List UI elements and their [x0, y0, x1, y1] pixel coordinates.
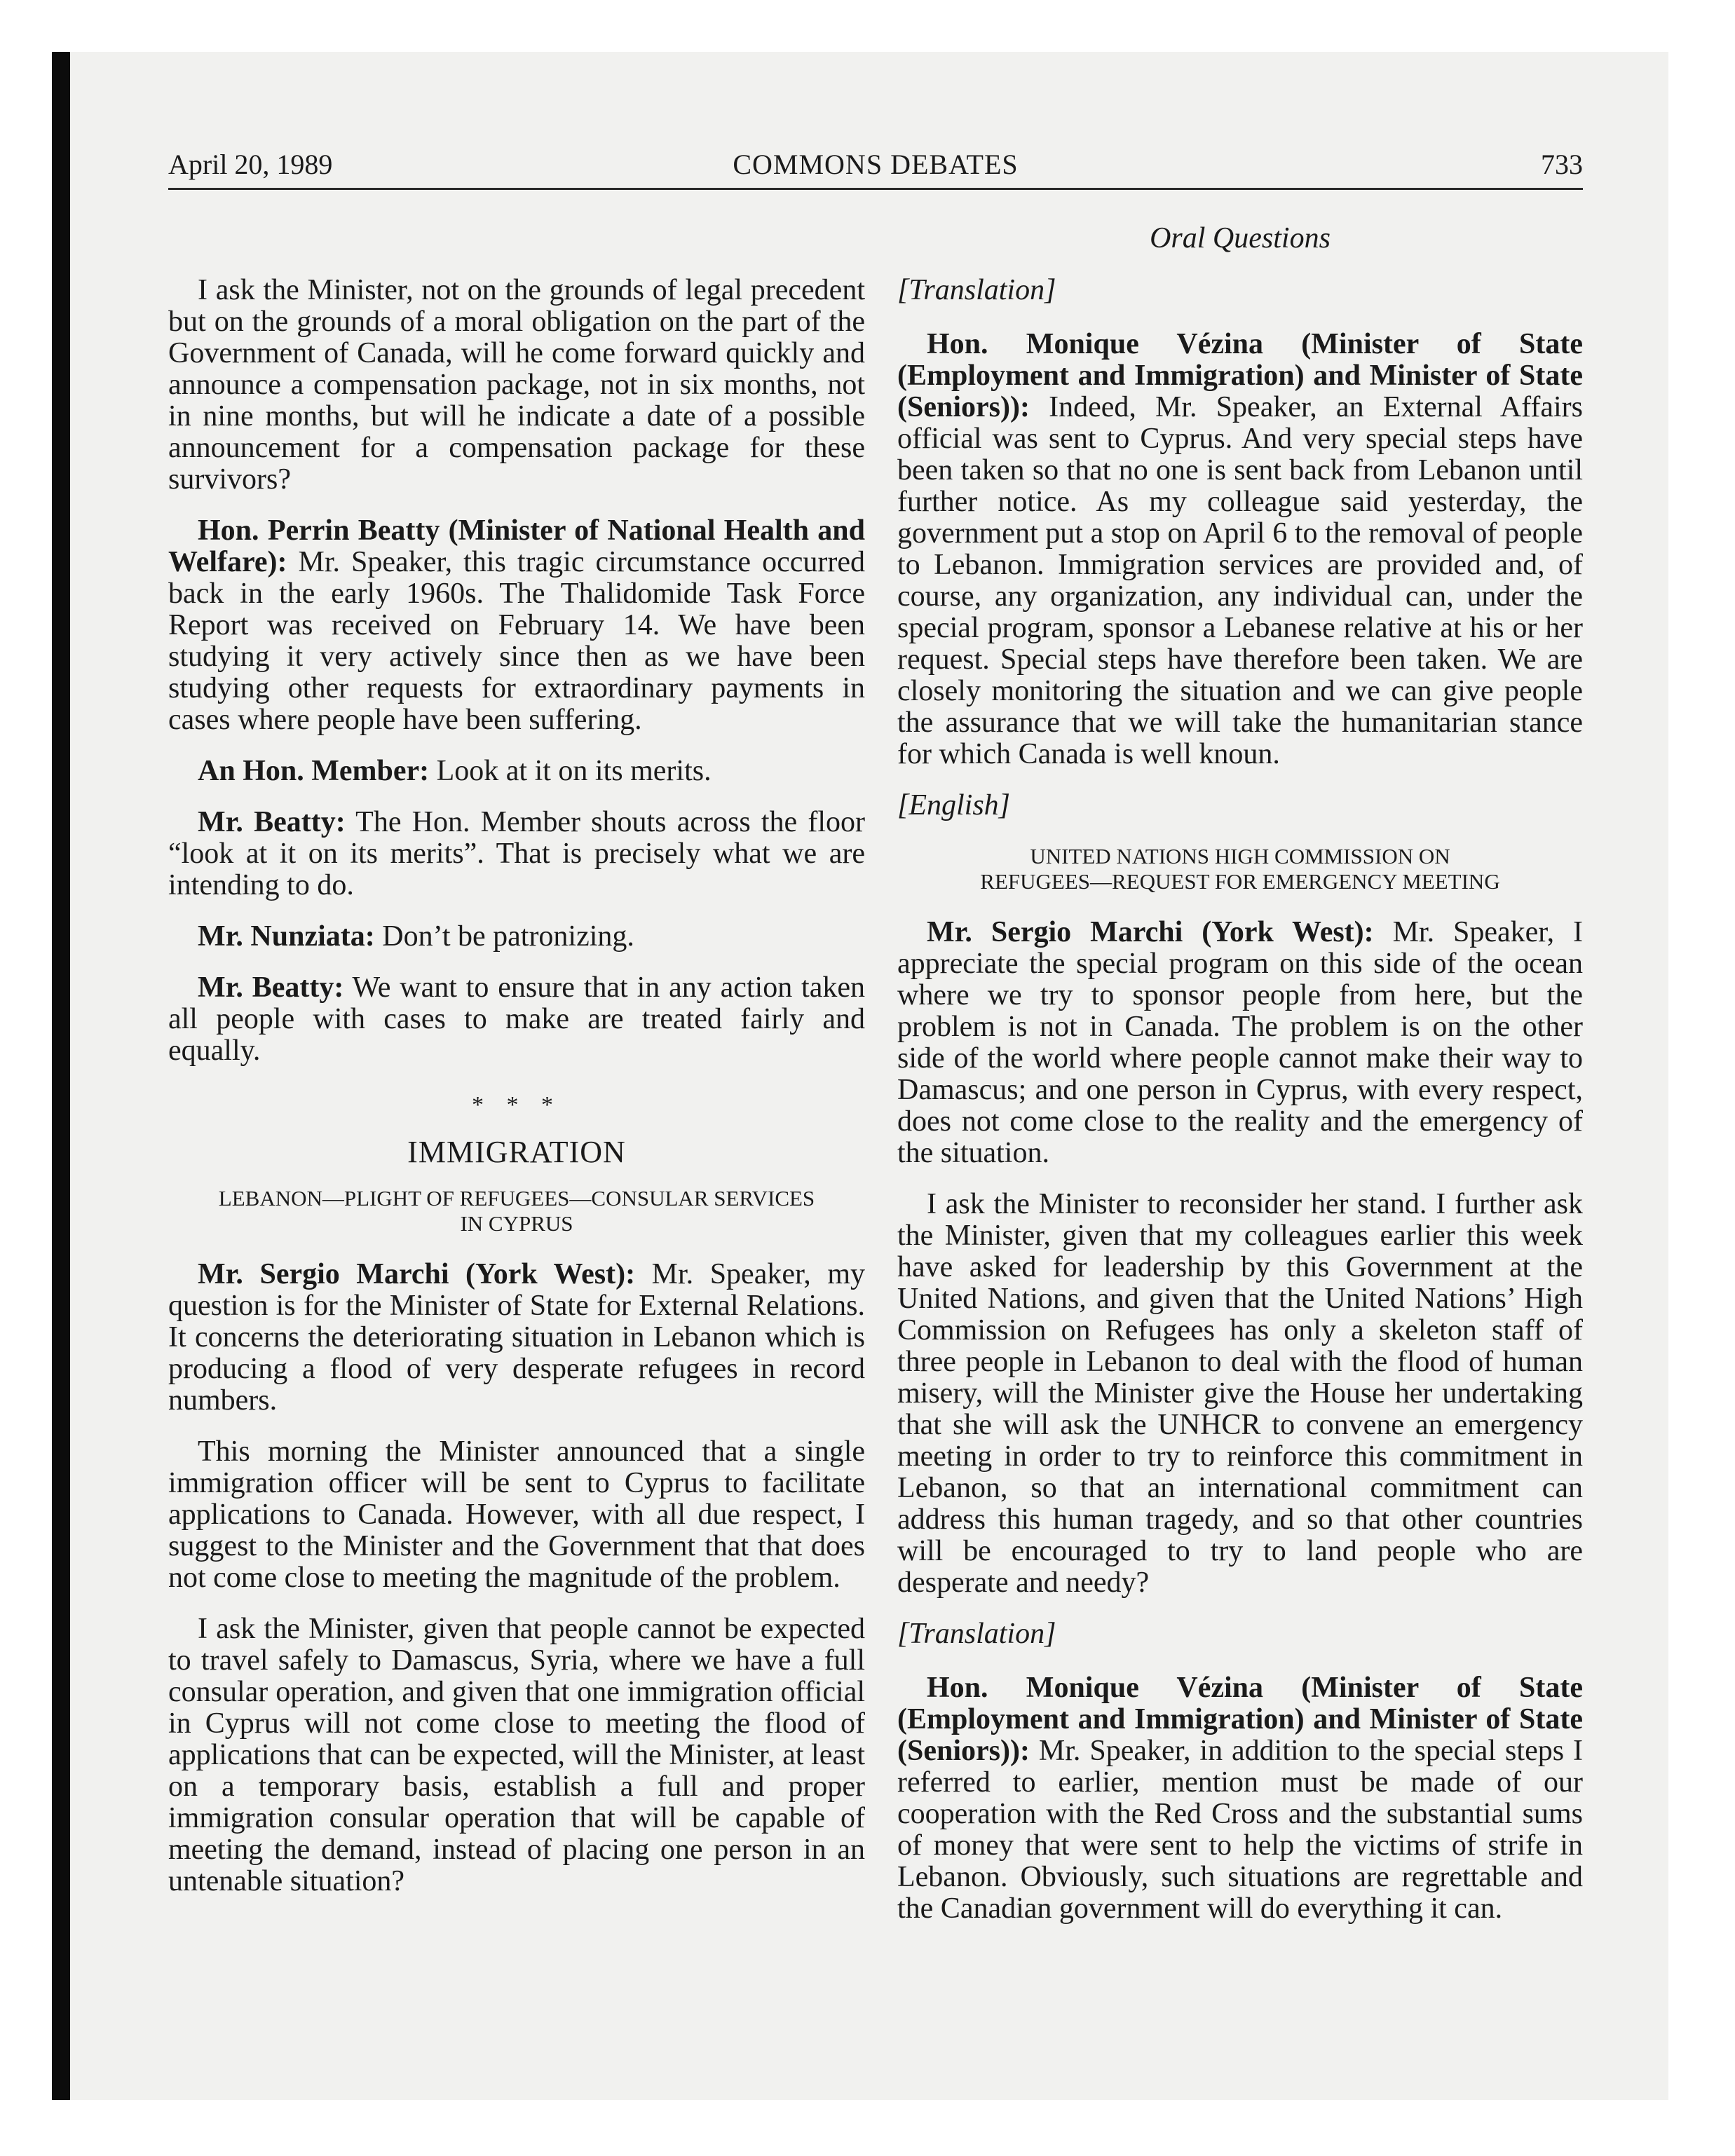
speech-text: The Hon. Member shouts across the floor “look at it on its merits”. That is precisely what we are intending to do.	[168, 806, 865, 901]
speech-text: Mr. Speaker, in addition to the special steps I referred to earlier, mention must be made of our cooperation with the Red Cross and the substantial sums of money that were sent to help the victims of strife in Lebanon. Obviously, such situations are regrettable and the Canadian government will do everything it can.	[897, 1735, 1583, 1925]
header-date: April 20, 1989	[168, 149, 333, 180]
speech-text: Don’t be patronizing.	[374, 920, 634, 953]
speaker-name: Mr. Sergio Marchi (York West):	[198, 1258, 636, 1290]
speaker-name: Mr. Beatty:	[198, 971, 344, 1004]
section-separator: * * *	[472, 1092, 562, 1118]
header-title: COMMONS DEBATES	[733, 149, 1019, 180]
speech-text: Look at it on its merits.	[429, 755, 712, 787]
language-tag: [Translation]	[897, 1618, 1056, 1650]
speech-text: Indeed, Mr. Speaker, an External Affairs official was sent to Cyprus. And very special steps have been taken so that no one is sent back from Lebanon until further notice. As my colleague said yesterday, the government put a stop on April 6 to the removal of people to Lebanon. Immigration services are provided and, of course, any organization, any individual can, under the special program, sponsor a Lebanese relative at his or her request. Special steps have therefore been taken. We are closely monitoring the situation and we can give people the assurance that we will take the humanitarian stance for which Canada is well knoun.	[897, 391, 1583, 770]
paragraph	[897, 1672, 1583, 1925]
right-column	[897, 275, 1583, 1944]
paragraph	[168, 515, 865, 736]
scan-edge-shadow	[52, 52, 70, 2100]
section-heading: IMMIGRATION	[407, 1135, 626, 1169]
speech-text: Mr. Speaker, this tragic circumstance occurred back in the early 1960s. The Thalidomide Task Force Report was received on February 14. We have been studying it very actively since then as we have been studying other requests for extraordinary payments in cases where people have been suffering.	[168, 546, 865, 736]
paragraph	[168, 972, 865, 1067]
paragraph	[897, 917, 1583, 1169]
language-tag: [Translation]	[897, 274, 1056, 306]
paragraph: This morning the Minister announced that a single immigration officer will be sent to Cyprus to facilitate applications to Canada. However, with all due respect, I suggest to the Minister and the Government that that does not come close to meeting the magnitude of the problem.	[168, 1435, 865, 1594]
page-header	[168, 143, 1583, 186]
subheading-line: UNITED NATIONS HIGH COMMISSION ON	[1030, 844, 1450, 868]
paragraph: I ask the Minister to reconsider her stand. I further ask the Minister, given that my colleagues earlier this week have asked for leadership by this Government at the United Nations, and given that the United Nations’ High Commission on Refugees has only a skeleton staff of three people in Lebanon to deal with the flood of human misery, will the Minister give the House her undertaking that she will ask the UNHCR to convene an emergency meeting in order to try to reinforce this commitment in Lebanon, so that an international commitment can address this human tragedy, and so that other countries will be encouraged to try to land people who are desperate and needy?	[897, 1188, 1583, 1599]
subheading-line: REFUGEES—REQUEST FOR EMERGENCY MEETING	[980, 869, 1500, 894]
left-column	[168, 275, 865, 1917]
paragraph: I ask the Minister, given that people cannot be expected to travel safely to Damascus, Syria, where we have a full consular operation, and given that one immigration official in Cyprus will not come close to meeting the flood of applications that can be expected, will the Minister, at least on a temporary basis, establish a full and proper immigration consular operation that will be capable of meeting the demand, instead of placing one person in an untenable situation?	[168, 1613, 865, 1897]
speaker-name: Mr. Beatty:	[198, 806, 346, 838]
paragraph	[168, 807, 865, 901]
speaker-name: Hon. Monique Vézina (Minister of State (Employment and Immigration) and Minister of State (Seniors)):	[897, 328, 1583, 423]
subheading-line: IN CYPRUS	[460, 1211, 573, 1236]
speaker-name: An Hon. Member:	[198, 755, 430, 787]
speaker-name: Hon. Monique Vézina (Minister of State (Employment and Immigration) and Minister of State (Seniors)):	[897, 1672, 1583, 1767]
speech-text: Mr. Speaker, I appreciate the special program on this side of the ocean where we try to sponsor people from here, but the problem is not in Canada. The problem is on the other side of the world where people cannot make their way to Damascus; and one person in Cyprus, with every respect, does not come close to the reality and the emergency of the situation.	[897, 916, 1584, 1169]
subheading-line: LEBANON—PLIGHT OF REFUGEES—CONSULAR SERVICES	[218, 1186, 815, 1210]
header-rule	[168, 188, 1583, 190]
paragraph	[168, 1259, 865, 1417]
speech-text: We want to ensure that in any action taken all people with cases to make are treated fairly and equally.	[168, 971, 866, 1067]
subsection-heading	[897, 844, 1583, 894]
page-number: 733	[1541, 149, 1583, 180]
speaker-name: Mr. Sergio Marchi (York West):	[927, 916, 1374, 948]
speaker-name: Hon. Perrin Beatty (Minister of National Health and Welfare):	[168, 514, 865, 578]
paragraph: I ask the Minister, not on the grounds of legal precedent but on the grounds of a moral obligation on the part of the Government of Canada, will he come forward quickly and announce a compensation package, not in six months, not in nine months, but will he indicate a date of a possible announcement for a compensation package for these survivors?	[168, 274, 865, 496]
paragraph	[168, 921, 865, 953]
subsection-heading	[168, 1186, 865, 1236]
speech-text: Mr. Speaker, my question is for the Minister of State for External Relations. It concerns the deteriorating situation in Lebanon which is producing a flood of very desperate refugees in record numbers.	[168, 1258, 865, 1417]
speaker-name: Mr. Nunziata:	[198, 920, 375, 953]
paragraph	[897, 329, 1583, 770]
running-head: Oral Questions	[1150, 222, 1331, 254]
language-tag: [English]	[897, 789, 1011, 821]
paragraph	[168, 756, 865, 787]
